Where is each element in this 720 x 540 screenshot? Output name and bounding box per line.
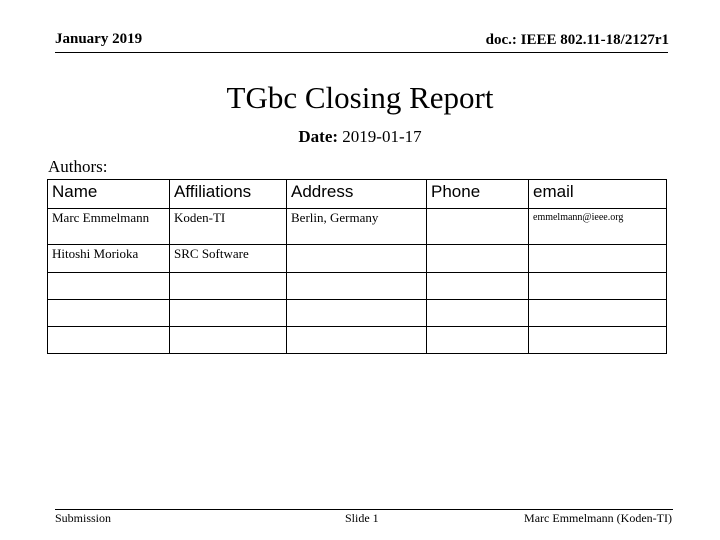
table-row (48, 273, 667, 300)
date-line (0, 127, 720, 147)
author-affiliation: Koden-TI (170, 209, 287, 245)
date-label: Date: (298, 127, 339, 146)
footer-slide-number: Slide 1 (345, 511, 379, 525)
author-address (287, 327, 427, 354)
author-email (529, 327, 667, 354)
author-affiliation (170, 327, 287, 354)
footer-submission: Submission (55, 511, 112, 525)
header-date: January 2019 (55, 31, 143, 47)
column-header-phone: Phone (427, 180, 529, 209)
author-email (529, 273, 667, 300)
author-address (287, 273, 427, 300)
column-header-email: email (529, 180, 667, 209)
author-phone (427, 327, 529, 354)
author-address (287, 245, 427, 273)
footer-divider (55, 509, 673, 510)
column-header-name: Name (48, 180, 170, 209)
author-phone (427, 209, 529, 245)
slide-title: TGbc Closing Report (226, 80, 494, 115)
author-phone (427, 245, 529, 273)
author-address: Berlin, Germany (287, 209, 427, 245)
author-name (48, 273, 170, 300)
authors-label: Authors: (48, 157, 108, 176)
table-row (48, 300, 667, 327)
author-name: Marc Emmelmann (48, 209, 170, 245)
column-header-address: Address (287, 180, 427, 209)
author-affiliation: SRC Software (170, 245, 287, 273)
date-value: 2019-01-17 (342, 127, 422, 146)
footer-author: Marc Emmelmann (Koden-TI) (524, 511, 672, 525)
table-row (48, 327, 667, 354)
column-header-affiliations: Affiliations (170, 180, 287, 209)
header-doc-id: doc.: IEEE 802.11-18/2127r1 (485, 32, 669, 48)
author-affiliation (170, 300, 287, 327)
authors-table (47, 179, 667, 354)
author-affiliation (170, 273, 287, 300)
author-address (287, 300, 427, 327)
author-email (529, 245, 667, 273)
table-row (48, 209, 667, 245)
author-email: emmelmann@ieee.org (529, 209, 667, 245)
author-name (48, 327, 170, 354)
author-phone (427, 273, 529, 300)
header-divider (55, 52, 668, 53)
table-row (48, 245, 667, 273)
table-header-row (48, 180, 667, 209)
author-name (48, 300, 170, 327)
author-phone (427, 300, 529, 327)
author-name: Hitoshi Morioka (48, 245, 170, 273)
author-email (529, 300, 667, 327)
